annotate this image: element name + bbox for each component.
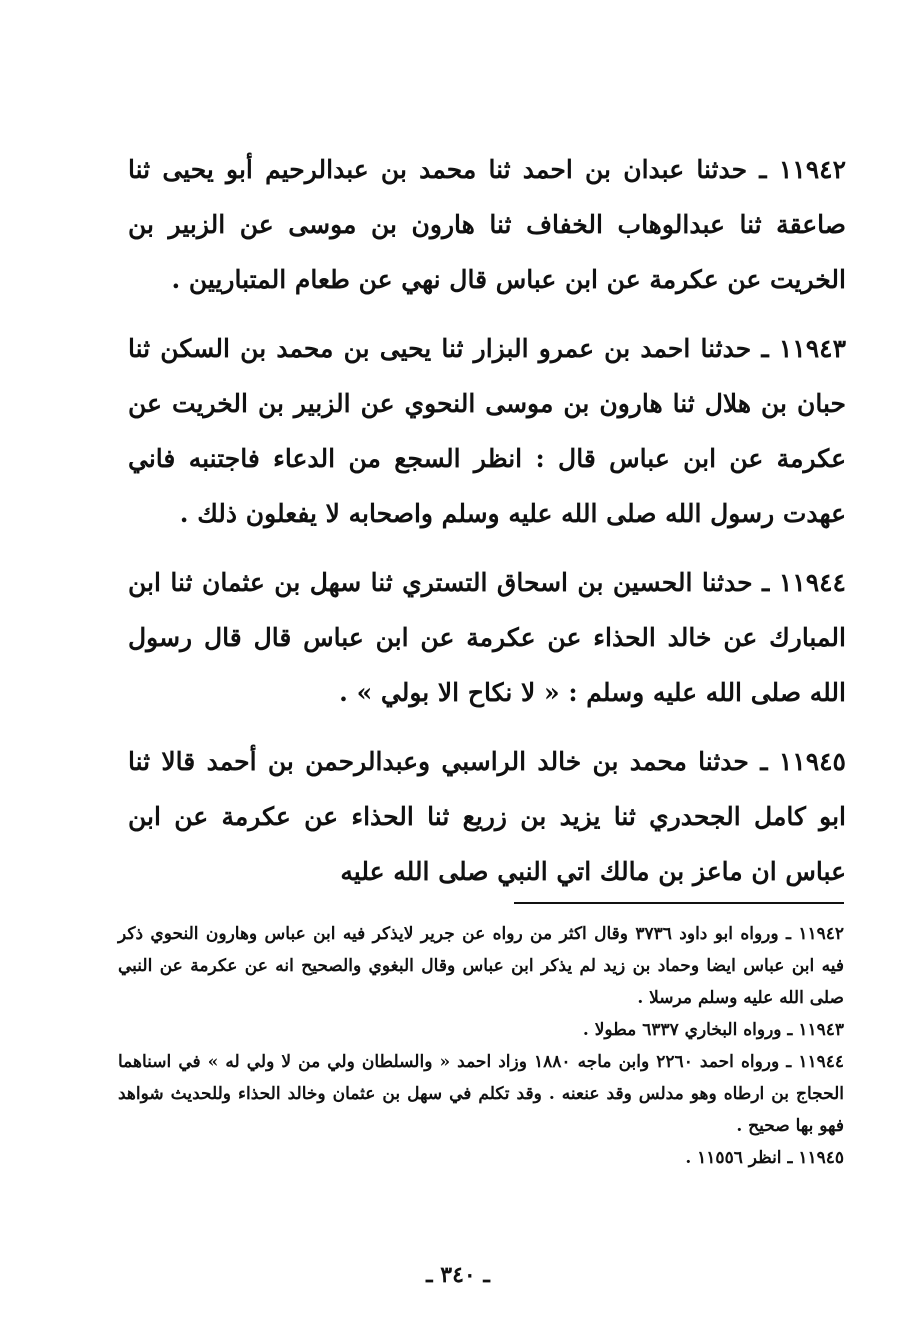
hadith-text: حدثنا احمد بن عمرو البزار ثنا يحيى بن محمد بن السكن ثنا حبان بن هلال ثنا هارون بن موسى النحوي عن الزبير بن الخريت عن عكرمة عن ابن عباس قال : انظر السجع من الدعاء فاجتنبه فاني عهدت رسول الله صلى الله عليه وسلم واصحابه لا يفعلون ذلك . [128,334,846,528]
hadith-number: ١١٩٤٢ [778,155,846,184]
footnote-11944: ١١٩٤٤ ـ ورواه احمد ٢٢٦٠ وابن ماجه ١٨٨٠ وزاد احمد « والسلطان ولي من لا ولي له » في اسناهما الحجاج بن ارطاه وهو مدلس وقد عنعنه . وقد تكلم في سهل بن عثمان وخالد الحذاء وللحديث شواهد فهو بها صحيح . [118,1052,844,1136]
hadith-text: حدثنا عبدان بن احمد ثنا محمد بن عبدالرحيم أبو يحيى ثنا صاعقة ثنا عبدالوهاب الخفاف ثنا هارون بن موسى عن الزبير بن الخريت عن عكرمة عن ابن عباس قال نهي عن طعام المتباريين . [128,155,846,294]
hadith-dash: ـ [752,568,770,597]
hadith-number: ١١٩٤٣ [778,334,846,363]
hadith-11943 [128,321,846,541]
footnote-divider [514,902,844,904]
hadith-11944 [128,555,846,720]
footnote-11942: ١١٩٤٢ ـ ورواه ابو داود ٣٧٣٦ وقال اكثر من رواه عن جرير لايذكر فيه ابن عباس وهارون النحوي ذكر فيه ابن عباس ايضا وحماد بن زيد لم يذكر ابن عباس وقال البغوي والصحيح انه عن عكرمة عن النبي صلى الله عليه وسلم مرسلا . [118,924,844,1008]
hadith-dash: ـ [751,334,769,363]
footnote-11945: ١١٩٤٥ ـ انظر ١١٥٥٦ . [685,1148,844,1168]
footnotes [118,918,844,1174]
hadith-text: حدثنا الحسين بن اسحاق التستري ثنا سهل بن عثمان ثنا ابن المبارك عن خالد الحذاء عن عكرمة عن ابن عباس قال قال رسول الله صلى الله عليه وسلم : « لا نكاح الا بولي » . [128,568,846,707]
hadith-number: ١١٩٤٤ [778,568,846,597]
page-number: ـ ٣٤٠ ـ [426,1262,490,1288]
hadith-number: ١١٩٤٥ [778,747,846,776]
hadith-dash: ـ [747,155,767,184]
main-text [128,142,846,913]
hadith-text: حدثنا محمد بن خالد الراسبي وعبدالرحمن بن أحمد قالا ثنا ابو كامل الجحدري ثنا يزيد بن زريع ثنا الحذاء عن عكرمة عن ابن عباس ان ماعز بن مالك اتي النبي صلى الله عليه [128,747,846,886]
hadith-11945 [128,734,846,899]
hadith-dash: ـ [748,747,768,776]
hadith-11942 [128,142,846,307]
footnote-11943: ١١٩٤٣ ـ ورواه البخاري ٦٣٣٧ مطولا . [582,1020,844,1040]
